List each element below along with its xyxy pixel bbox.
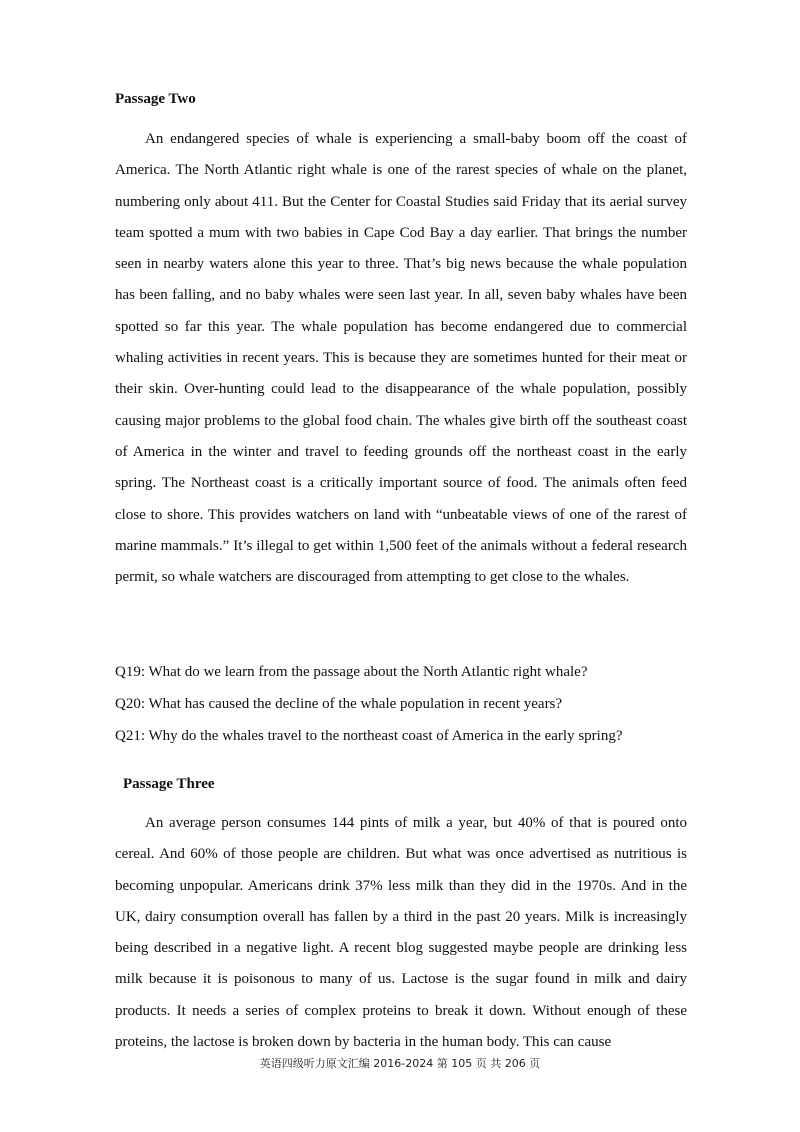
question-19: Q19: What do we learn from the passage about the North Atlantic right whale? <box>115 664 588 680</box>
passage-three-heading: Passage Three <box>123 776 215 792</box>
page-footer: 英语四级听力原文汇编 2016-2024 第 105 页 共 206 页 <box>259 1057 541 1070</box>
passage-two-heading: Passage Two <box>115 91 196 107</box>
passage-two-body: An endangered species of whale is experiencing a small-baby boom off the coast of America. The North Atlantic right whale is one of the rarest species of whale on the planet, numbering only about 411. But the Center for Coastal Studies said Friday that its aerial survey team spotted a mum with two babies in Cape Cod Bay a day earlier. That brings the number seen in nearby waters alone this year to three. That’s big news because the whale population has been falling, and no baby whales were seen last year. In all, seven baby whales have been spotted so far this year. The whale population has become endangered due to commercial whaling activities in recent years. This is because they are sometimes hunted for their meat or their skin. Over-hunting could lead to the disappearance of the whale population, possibly causing major problems to the global food chain. The whales give birth off the southeast coast of America in the winter and travel to feeding grounds off the northeast coast in the early spring. The Northeast coast is a critically important source of food. The animals often feed close to shore. This provides watchers on land with “unbeatable views of one of the rarest of marine mammals.” It’s illegal to get within 1,500 feet of the animals without a federal research permit, so whale watchers are discouraged from attempting to get close to the whales. <box>115 131 687 586</box>
question-21: Q21: Why do the whales travel to the northeast coast of America in the early spring? <box>115 728 623 744</box>
question-20: Q20: What has caused the decline of the whale population in recent years? <box>115 696 563 712</box>
passage-three-body: An average person consumes 144 pints of milk a year, but 40% of that is poured onto cereal. And 60% of those people are children. But what was once advertised as nutritious is becoming unpopular. Americans drink 37% less milk than they did in the 1970s. And in the UK, dairy consumption overall has fallen by a third in the past 20 years. Milk is increasingly being described in a negative light. A recent blog suggested maybe people are drinking less milk because it is poisonous to many of us. Lactose is the sugar found in milk and dairy products. It needs a series of complex proteins to break it down. Without enough of these proteins, the lactose is broken down by bacteria in the human body. This can cause <box>115 815 687 1051</box>
